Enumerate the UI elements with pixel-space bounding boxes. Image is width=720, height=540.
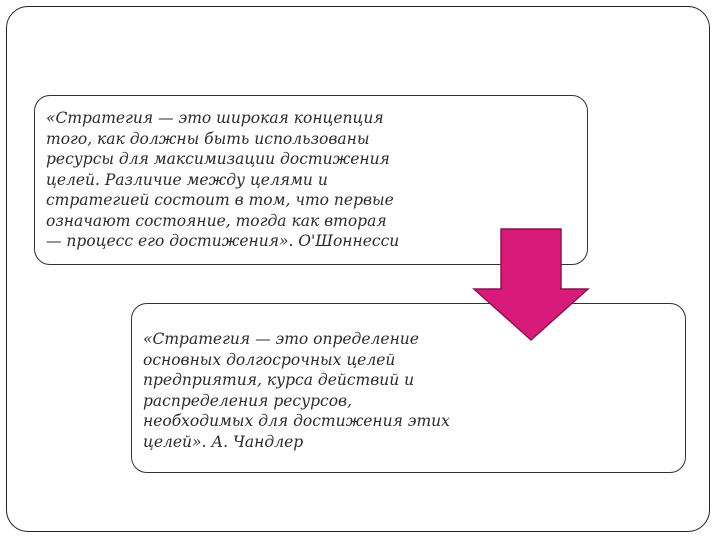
quote-text-chandler: «Стратегия — это определение основных долгосрочных целей предприятия, курса действий и распределения ресурсов, необходимых для достижения этих целей». А. Чандлер — [143, 330, 450, 451]
quote-text-oshonnessy: «Стратегия — это широкая концепция того, как должны быть использованы ресурсы для максимизации достижения целей. Различие между целями и стратегией состоит в том, что первые означают состояние, тогда как вторая — процесс его достижения». О'Шоннесси — [46, 109, 400, 250]
down-arrow-shape — [474, 229, 588, 340]
quote-box-chandler — [131, 303, 686, 473]
down-arrow-icon — [472, 228, 590, 342]
